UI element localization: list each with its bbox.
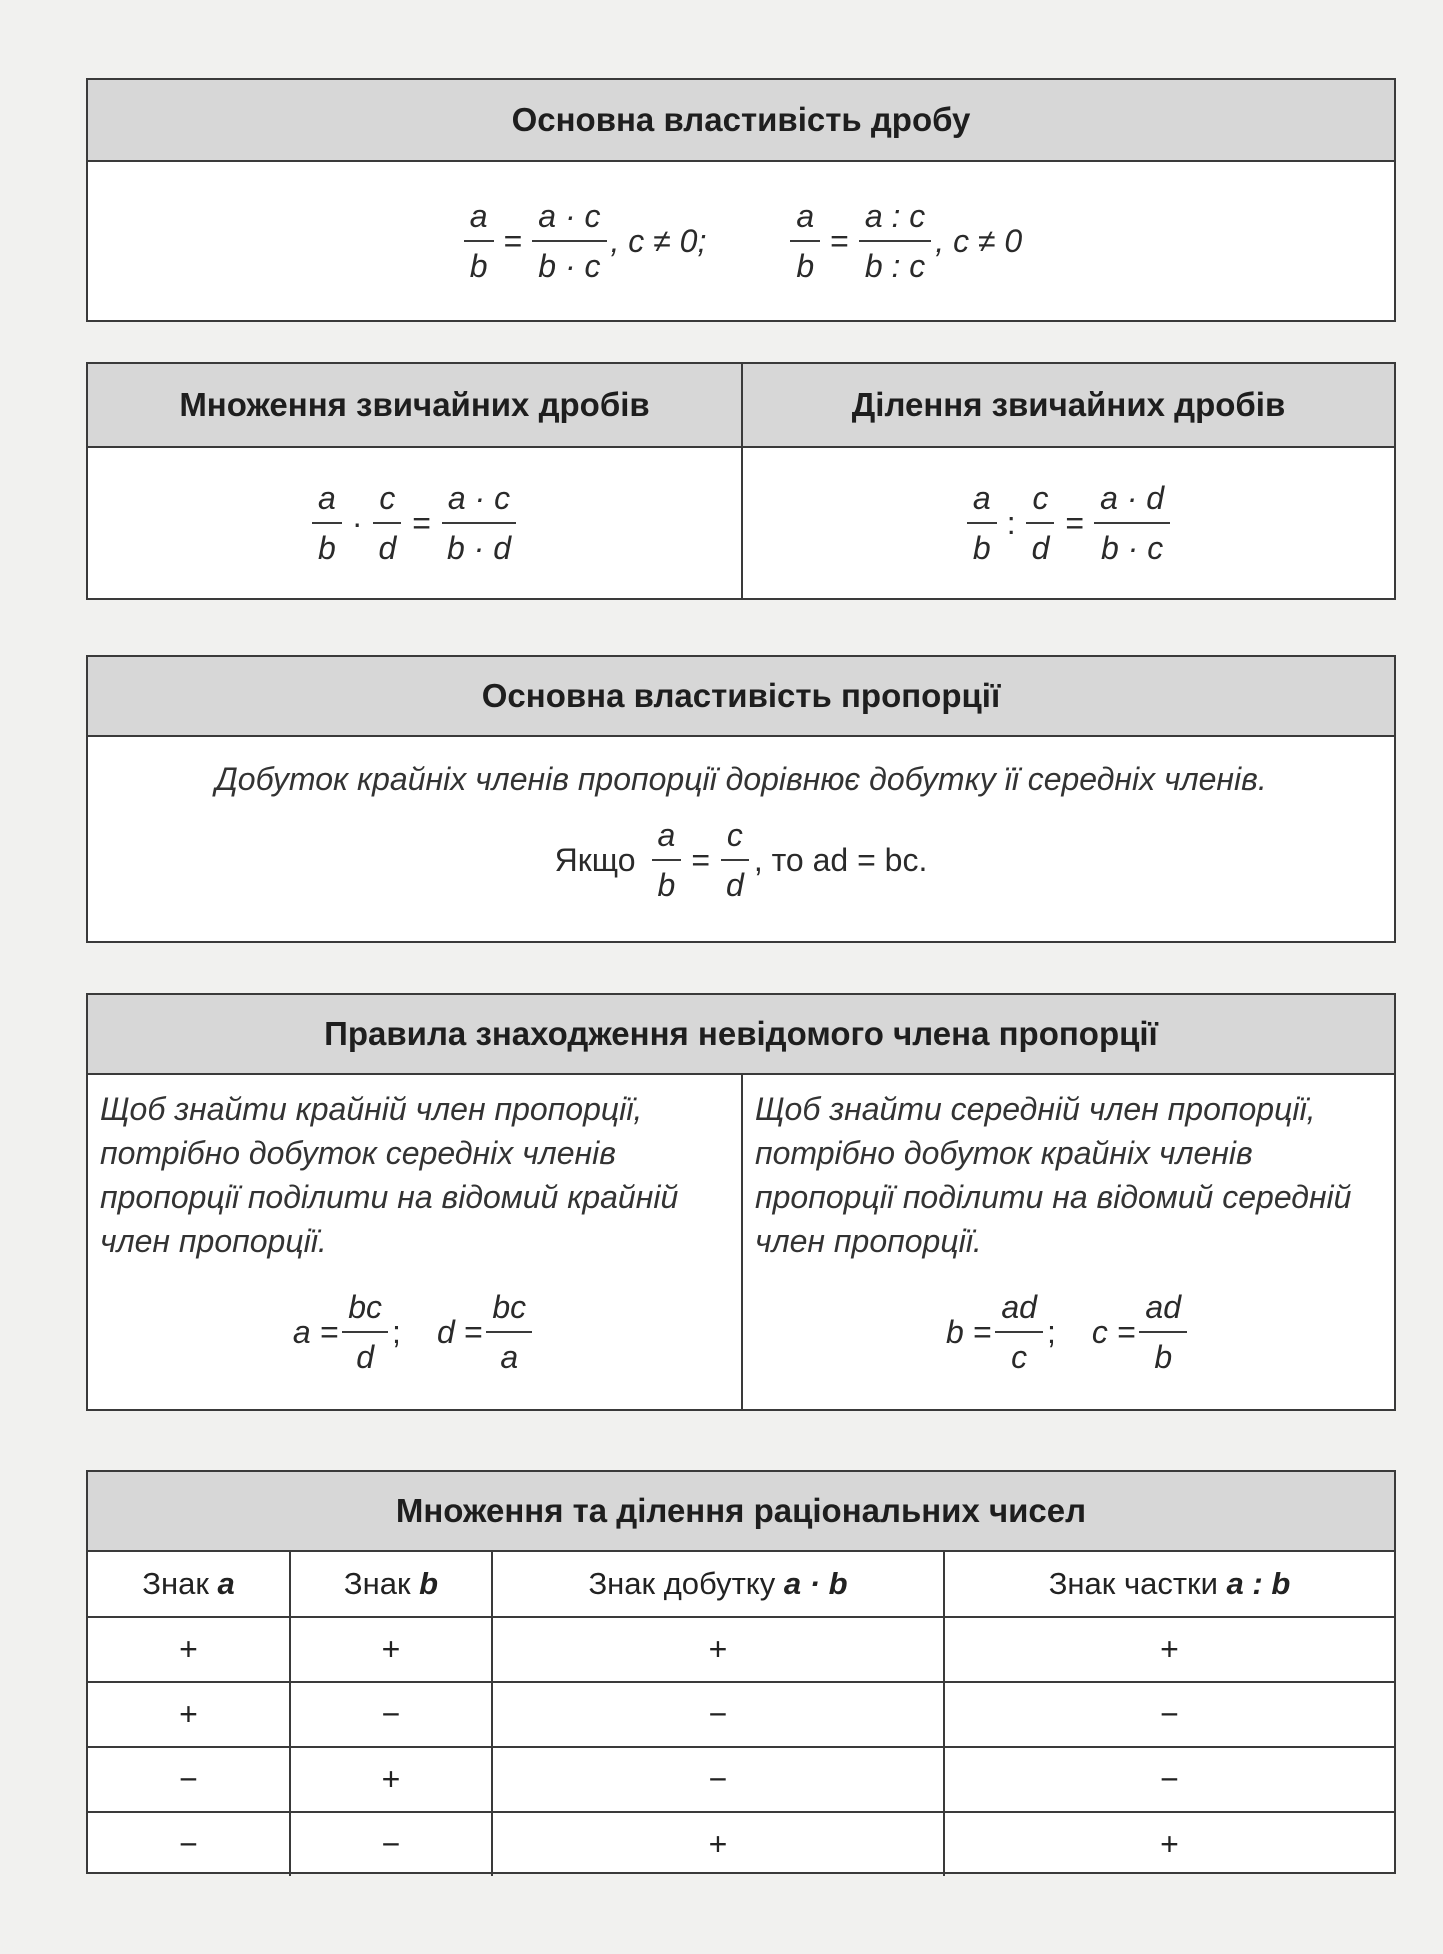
extreme-term-formula: a = $\frac{bc}{d}$ ; d = $\frac{bc}{a}$ [100, 1283, 729, 1381]
fraction-operations-box [86, 362, 1396, 600]
header-sign-b: Знак b [290, 1552, 492, 1617]
middle-term-rule [741, 1075, 1394, 1409]
table-row: − − + + [88, 1812, 1394, 1876]
table-row: + − − − [88, 1682, 1394, 1747]
fraction-property-box [86, 78, 1396, 322]
signs-table [88, 1552, 1394, 1876]
header-sign-quotient: Знак частки a : b [944, 1552, 1394, 1617]
fraction-property-title: Основна властивість дробу [88, 80, 1394, 162]
division-title: Ділення звичайних дробів [741, 364, 1394, 448]
proportion-property-title: Основна властивість пропорції [88, 657, 1394, 737]
fraction-property-formulas: $\frac{a}{b}$ = $\frac{a \cdot c}{b \cdot c}$ , c ≠ 0; $\frac{a}{b}$ = $\frac{a : c}{b : c}$ , c ≠ 0 [88, 162, 1394, 320]
extreme-term-rule [88, 1075, 741, 1409]
multiplication-title: Множення звичайних дробів [88, 364, 741, 448]
extreme-term-text: Щоб знайти крайній член пропорції, потрібно добуток середніх членів пропорції поділити на відомий крайній член пропорції. [100, 1091, 679, 1259]
unknown-term-rules-box [86, 993, 1396, 1411]
fraction: $\frac{a}{b}$ [464, 192, 494, 290]
proportion-formula: Якщо $\frac{a}{b}$ = $\frac{c}{d}$ , то ad = bc. [88, 811, 1394, 909]
table-row: − + − − [88, 1747, 1394, 1812]
header-sign-product: Знак добутку a · b [492, 1552, 944, 1617]
proportion-statement: Добуток крайніх членів пропорції дорівнює добутку її середніх членів. [215, 761, 1267, 797]
fraction: $\frac{a \cdot c}{b \cdot c}$ [532, 192, 606, 290]
middle-term-formula: b = $\frac{ad}{c}$ ; c = $\frac{ad}{b}$ [755, 1283, 1382, 1381]
middle-term-text: Щоб знайти середній член пропорції, потрібно добуток крайніх членів пропорції поділити на відомий середній член пропорції. [755, 1091, 1352, 1259]
rational-signs-title: Множення та ділення раціональних чисел [88, 1472, 1394, 1552]
signs-header-row [88, 1552, 1394, 1617]
division-formula: $\frac{a}{b}$ : $\frac{c}{d}$ = $\frac{a \cdot d}{b \cdot c}$ [741, 448, 1394, 598]
multiplication-formula: $\frac{a}{b}$ · $\frac{c}{d}$ = $\frac{a \cdot c}{b \cdot d}$ [88, 448, 741, 598]
fraction: $\frac{a : c}{b : c}$ [859, 192, 931, 290]
header-sign-a: Знак a [88, 1552, 290, 1617]
unknown-term-rules-title: Правила знаходження невідомого члена пропорції [88, 995, 1394, 1075]
fraction: $\frac{a}{b}$ [790, 192, 820, 290]
rational-signs-box [86, 1470, 1396, 1874]
proportion-property-box [86, 655, 1396, 943]
table-row: + + + + [88, 1617, 1394, 1682]
